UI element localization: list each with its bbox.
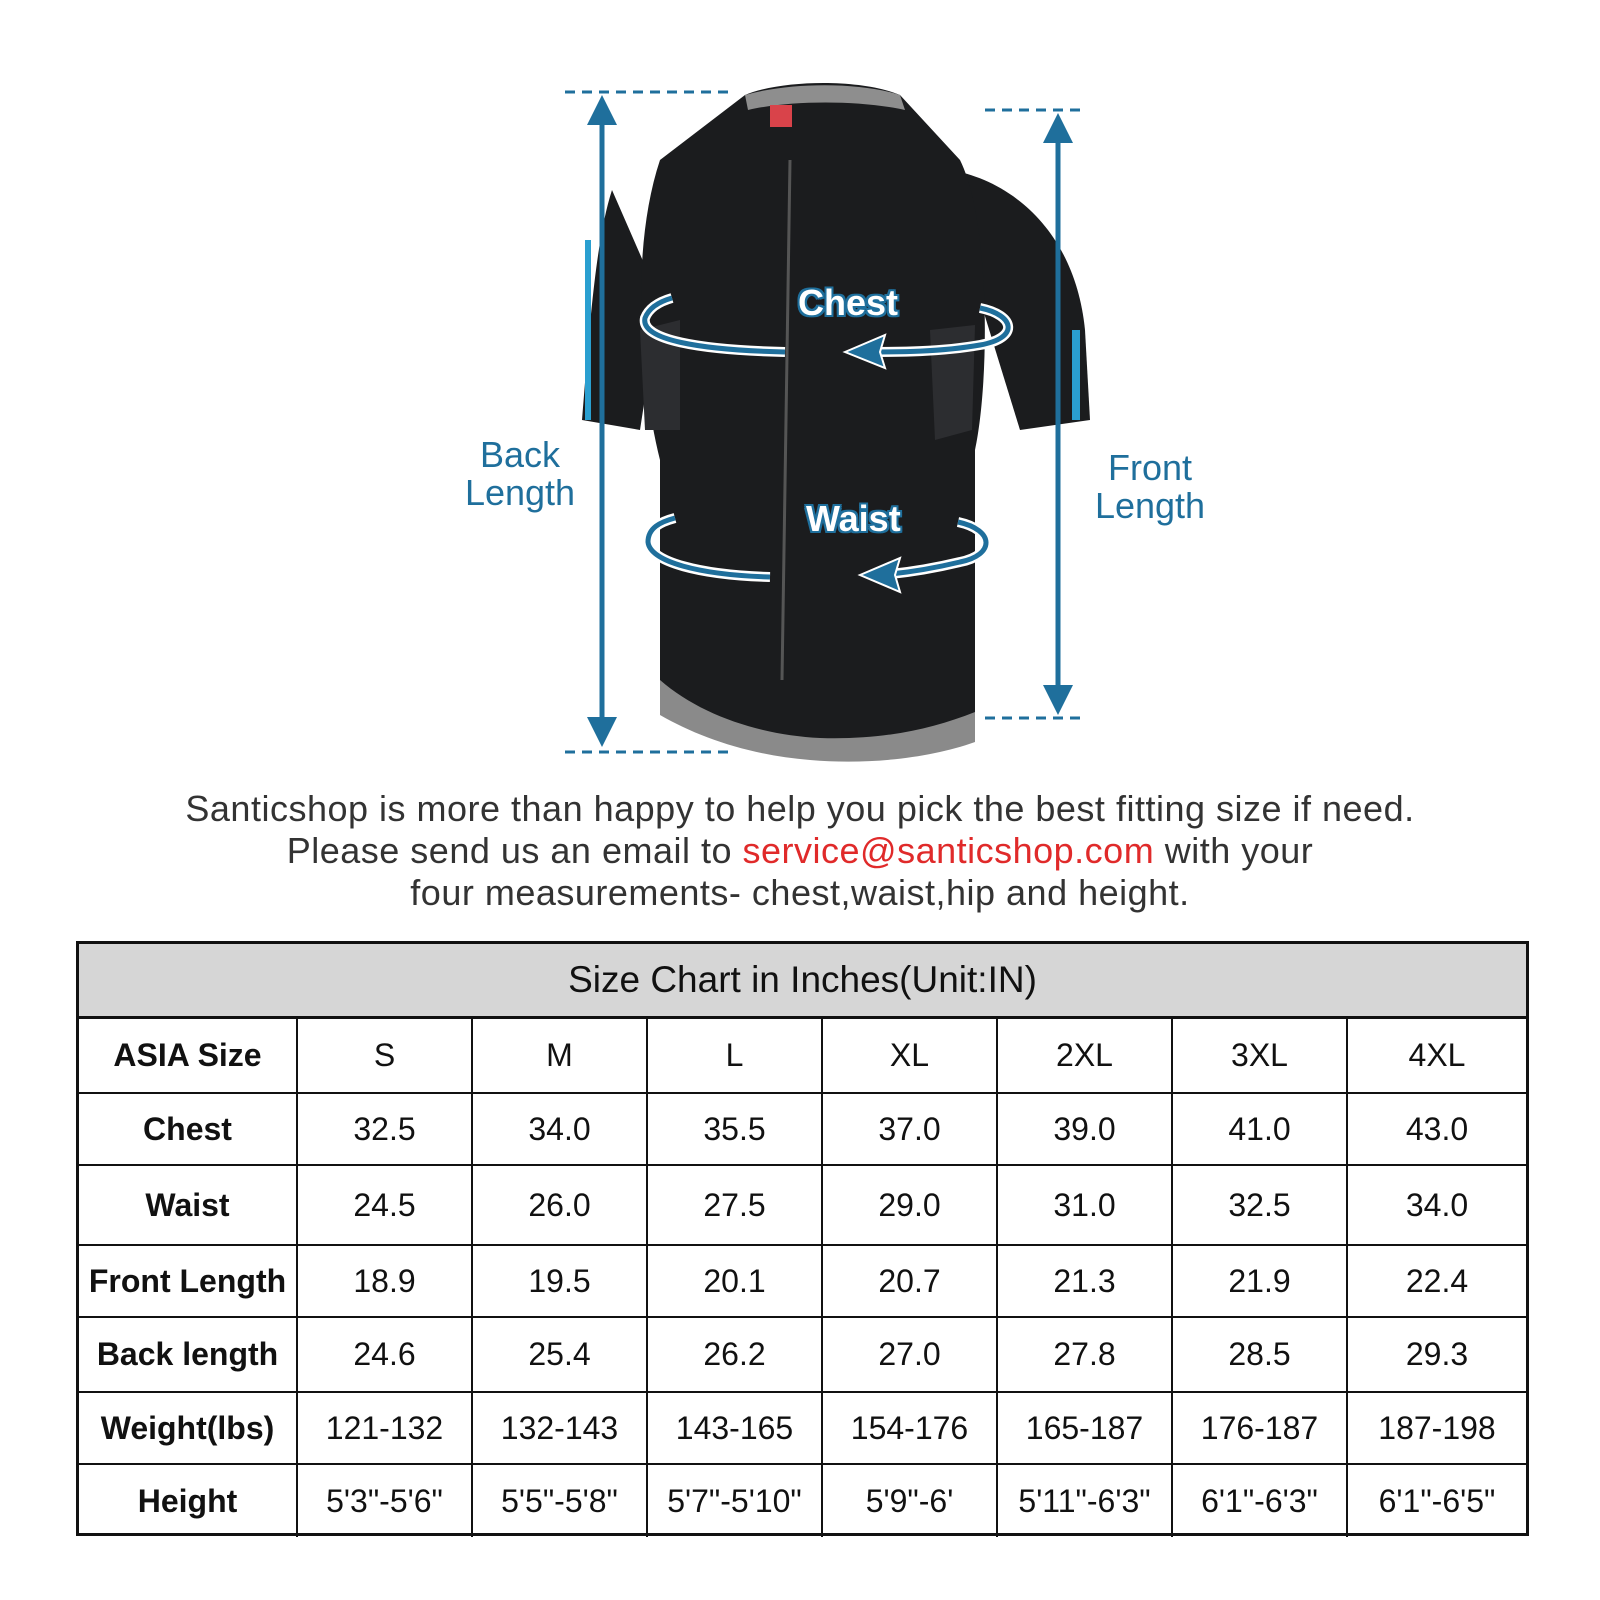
table-cell: 37.0 (823, 1094, 998, 1166)
header-size-1: S (298, 1019, 473, 1094)
service-email-link[interactable]: service@santicshop.com (742, 830, 1155, 871)
table-cell: 24.5 (298, 1166, 473, 1246)
table-cell: 32.5 (298, 1094, 473, 1166)
table-cell: 34.0 (473, 1094, 648, 1166)
table-cell: 43.0 (1348, 1094, 1526, 1166)
table-cell: 187-198 (1348, 1393, 1526, 1465)
table-cell: 25.4 (473, 1318, 648, 1393)
table-cell: 24.6 (298, 1318, 473, 1393)
table-cell: 35.5 (648, 1094, 823, 1166)
row-label: Height (79, 1465, 298, 1537)
help-line-1: Santicshop is more than happy to help you pick the best fitting size if need. (185, 788, 1415, 829)
size-chart-table (76, 941, 1529, 1536)
front-length-label (1080, 449, 1220, 525)
table-cell: 28.5 (1173, 1318, 1348, 1393)
front-length-label-line1: Front (1107, 447, 1193, 488)
table-cell: 27.8 (998, 1318, 1173, 1393)
table-cell: 31.0 (998, 1166, 1173, 1246)
back-length-label-line2: Length (464, 472, 576, 513)
table-cell: 5'7"-5'10" (648, 1465, 823, 1537)
row-label: Chest (79, 1094, 298, 1166)
table-cell: 143-165 (648, 1393, 823, 1465)
size-chart-grid (79, 1019, 1526, 1537)
table-cell: 32.5 (1173, 1166, 1348, 1246)
back-length-label (450, 436, 590, 512)
table-cell: 29.0 (823, 1166, 998, 1246)
help-message (0, 788, 1600, 914)
table-cell: 132-143 (473, 1393, 648, 1465)
table-cell: 21.9 (1173, 1246, 1348, 1318)
header-size-5: 2XL (998, 1019, 1173, 1094)
header-size-3: L (648, 1019, 823, 1094)
table-cell: 29.3 (1348, 1318, 1526, 1393)
header-size-4: XL (823, 1019, 998, 1094)
header-size-6: 3XL (1173, 1019, 1348, 1094)
row-label: Waist (79, 1166, 298, 1246)
help-line-2-end: with your (1154, 830, 1314, 871)
table-cell: 154-176 (823, 1393, 998, 1465)
back-length-label-line1: Back (479, 434, 561, 475)
waist-label: Waist (806, 498, 901, 539)
table-cell: 176-187 (1173, 1393, 1348, 1465)
table-cell: 121-132 (298, 1393, 473, 1465)
table-cell: 26.2 (648, 1318, 823, 1393)
header-size-7: 4XL (1348, 1019, 1526, 1094)
table-cell: 18.9 (298, 1246, 473, 1318)
table-cell: 5'5"-5'8" (473, 1465, 648, 1537)
jersey-measurement-diagram (0, 0, 1600, 780)
table-cell: 6'1"-6'5" (1378, 1482, 1496, 1519)
table-cell: 5'9"-6' (823, 1465, 998, 1537)
table-cell: 39.0 (998, 1094, 1173, 1166)
table-cell: 34.0 (1348, 1166, 1526, 1246)
table-cell: 22.4 (1348, 1246, 1526, 1318)
header-size-2: M (473, 1019, 648, 1094)
table-cell: 19.5 (473, 1246, 648, 1318)
front-length-label-line2: Length (1094, 485, 1206, 526)
header-asia-size: ASIA Size (79, 1019, 298, 1094)
table-cell: 21.3 (998, 1246, 1173, 1318)
row-label: Weight(lbs) (79, 1393, 298, 1465)
jersey-shape (582, 83, 1090, 762)
help-line-3: four measurements- chest,waist,hip and height. (410, 872, 1190, 913)
table-cell: 5'3"-5'6" (298, 1465, 473, 1537)
table-cell: 20.7 (823, 1246, 998, 1318)
table-cell: 41.0 (1173, 1094, 1348, 1166)
table-cell: 20.1 (648, 1246, 823, 1318)
row-label: Back length (79, 1318, 298, 1393)
jersey-illustration (0, 0, 1600, 780)
table-cell: 6'1"-6'3" (1173, 1465, 1348, 1537)
table-cell: 27.5 (648, 1166, 823, 1246)
help-line-2 (0, 830, 1600, 872)
help-line-2-start: Please send us an email to (286, 830, 743, 871)
row-label: Front Length (79, 1246, 298, 1318)
table-cell: 26.0 (473, 1166, 648, 1246)
table-cell: 27.0 (823, 1318, 998, 1393)
table-title: Size Chart in Inches(Unit:IN) (79, 944, 1526, 1019)
table-cell: 5'11"-6'3" (998, 1465, 1173, 1537)
table-cell: 165-187 (998, 1393, 1173, 1465)
chest-label: Chest (798, 282, 899, 323)
